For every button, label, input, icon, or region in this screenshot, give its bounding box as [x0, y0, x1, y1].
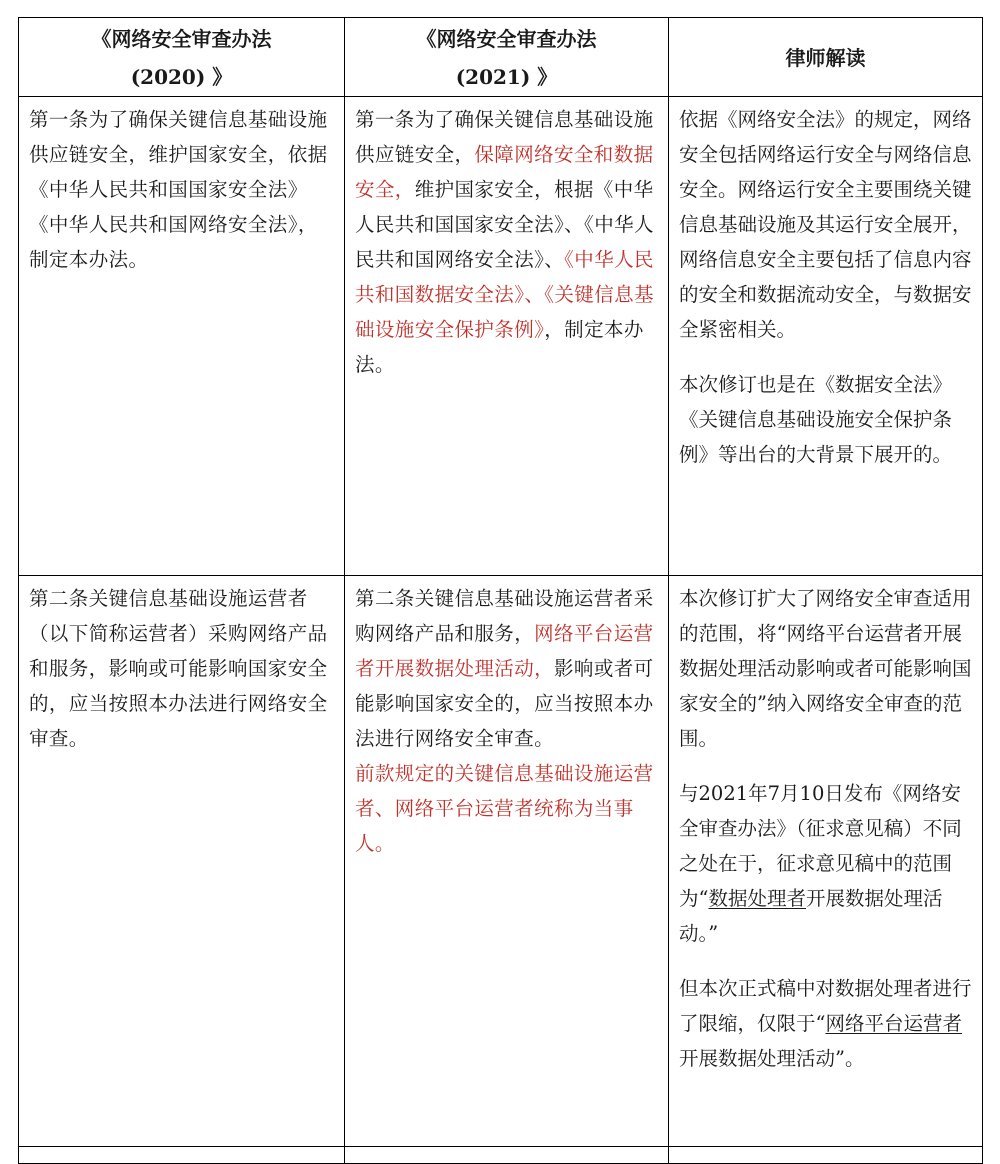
- article-1-2020-text: 第一条为了确保关键信息基础设施供应链安全，维护国家安全，依据《中华人民共和国国家安全法》《中华人民共和国网络安全法》，制定本办法。: [29, 108, 328, 271]
- article-2-2021-added-b: 前款规定的关键信息基础设施运营者、网络平台运营者统称为当事人。: [355, 762, 654, 855]
- article-2-note: [669, 576, 983, 1147]
- table-row-continuation: [19, 1147, 983, 1164]
- article-2-2020-text: 第二条关键信息基础设施运营者（以下简称运营者）采购网络产品和服务，影响或可能影响国家安全的，应当按照本办法进行网络安全审查。: [29, 587, 328, 750]
- header-2021-year: (2021) 》: [455, 65, 558, 89]
- header-row: [19, 18, 983, 97]
- header-2020-title: 《网络安全审查办法: [91, 27, 272, 51]
- article-1-note: [669, 97, 983, 576]
- continuation-cell-2: [345, 1147, 669, 1164]
- header-lawyer-note: [669, 18, 983, 97]
- table-row-article-2: [19, 576, 983, 1147]
- header-2020: [19, 18, 345, 97]
- article-2-note-para-2-underlined: 数据处理者: [708, 887, 806, 910]
- article-2-2021: [345, 576, 669, 1147]
- article-1-2021-added-a: 保障网络安全和数据安全，: [355, 143, 654, 201]
- article-1-2021-added-b: 《中华人民共和国数据安全法》、《关键信息基础设施安全保护条例》: [355, 248, 654, 341]
- article-1-note-para-1: 依据《网络安全法》的规定，网络安全包括网络运行安全与网络信息安全。网络运行安全主要围绕关键信息基础设施及其运行安全展开，网络信息安全主要包括了信息内容的安全和数据流动安全，与数据安全紧密相关。: [679, 108, 972, 341]
- article-2-note-para-2-pre: 与2021年7月10日发布《网络安全审查办法》（征求意见稿）不同之处在于，征求意见稿中的范围为“: [679, 782, 962, 910]
- article-2-note-para-1: 本次修订扩大了网络安全审查适用的范围，将“网络平台运营者开展数据处理活动影响或者可能影响国家安全的”纳入网络安全审查的范围。: [679, 587, 972, 750]
- header-2020-year: (2020) 》: [130, 65, 233, 89]
- article-1-2021-text-b: 维护国家安全，根据《中华人民共和国国家安全法》、《中华人民共和国网络安全法》、: [355, 178, 654, 271]
- article-2-2021-text-b: 影响或者可能影响国家安全的，应当按照本办法进行网络安全审查。: [355, 657, 654, 750]
- article-2-2021-added-a: 网络平台运营者开展数据处理活动，: [355, 622, 654, 680]
- article-2-note-para-2-post: 开展数据处理活动。”: [679, 887, 943, 945]
- article-2-2021-text-a: 第二条关键信息基础设施运营者采购网络产品和服务，: [355, 587, 654, 645]
- article-2-note-para-3-underlined: 网络平台运营者: [825, 1012, 962, 1035]
- article-1-2020: [19, 97, 345, 576]
- article-1-note-para-2: 本次修订也是在《数据安全法》《关键信息基础设施安全保护条例》等出台的大背景下展开的。: [679, 373, 953, 466]
- continuation-cell-1: [19, 1147, 345, 1164]
- article-1-2021: [345, 97, 669, 576]
- header-2021-title: 《网络安全审查办法: [416, 27, 597, 51]
- header-2021: [345, 18, 669, 97]
- header-lawyer-note-label: 律师解读: [785, 46, 866, 70]
- article-2-note-para-3: [679, 971, 972, 1076]
- article-2-note-para-3-post: 开展数据处理活动”。: [679, 1047, 865, 1070]
- comparison-table: [18, 17, 983, 1164]
- article-2-2020: [19, 576, 345, 1147]
- article-2-note-para-2: [679, 776, 972, 951]
- article-1-2021-text-c: ，制定本办法。: [355, 318, 644, 376]
- article-1-2021-text-a: 第一条为了确保关键信息基础设施供应链安全，: [355, 108, 654, 166]
- article-2-note-para-3-pre: 但本次正式稿中对数据处理者进行了限缩，仅限于“: [679, 977, 972, 1035]
- table-row-article-1: [19, 97, 983, 576]
- continuation-cell-3: [669, 1147, 983, 1164]
